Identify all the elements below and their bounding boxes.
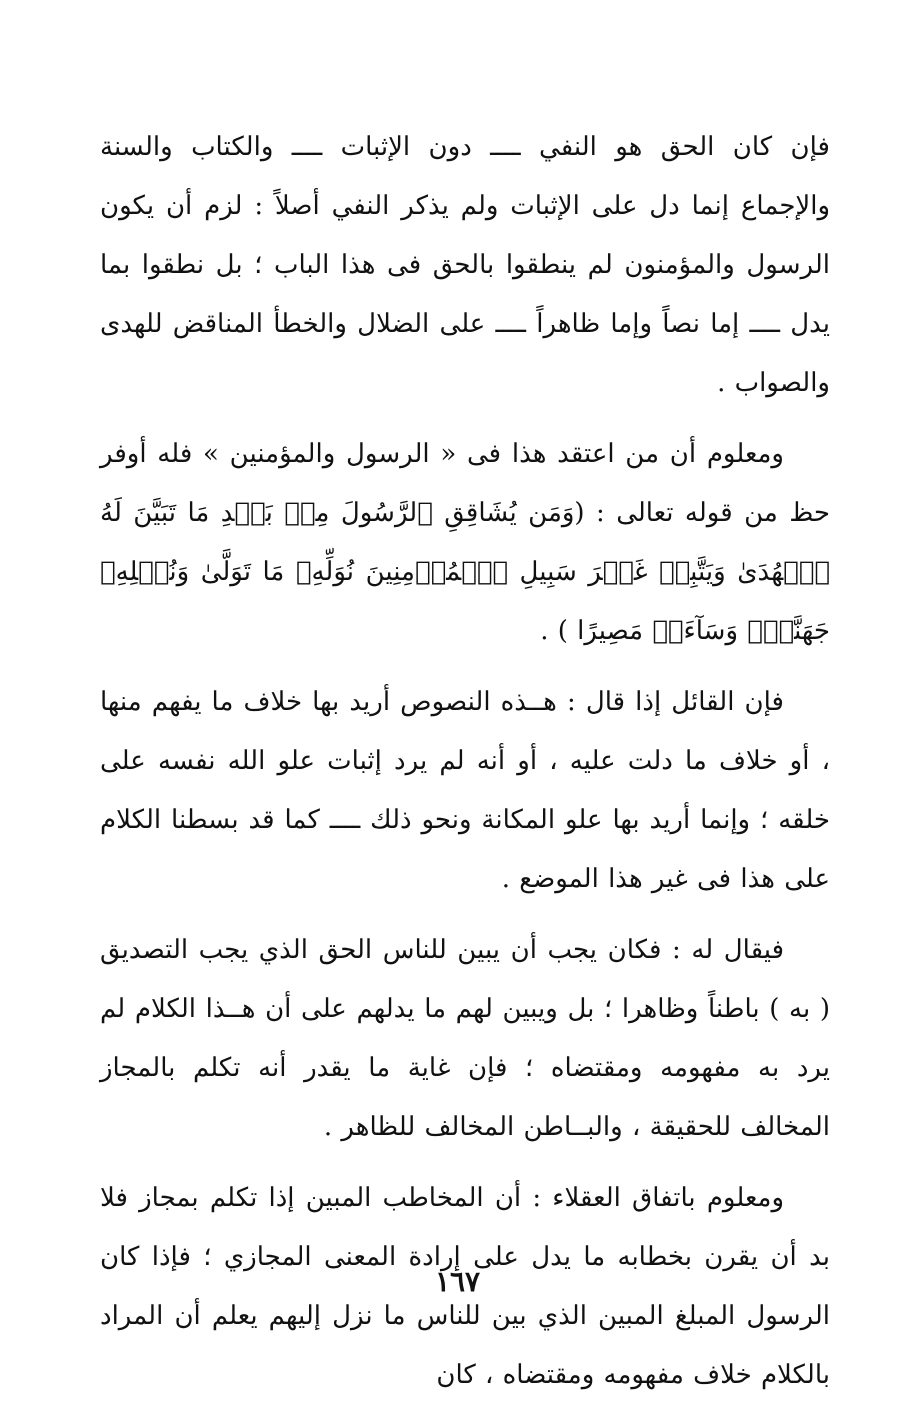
paragraph-2: ومعلوم أن من اعتقد هذا فى « الرسول والمؤمنين » فله أوفر حظ من قوله تعالى : (وَمَن يُشَاقِقِ ٱلرَّسُولَ مِنۢ بَعۡدِ مَا تَبَيَّنَ لَهُ ٱلۡهُدَىٰ وَيَتَّبِعۡ غَيۡرَ سَبِيلِ ٱلۡمُؤۡمِنِينَ نُوَلِّهِۦ مَا تَوَلَّىٰ وَنُصۡلِهِۦ جَهَنَّمَۖ وَسَآءَتۡ مَصِيرًا ) . <box>100 439 830 646</box>
page-number: ١٦٧ <box>434 1265 481 1298</box>
paragraph-1: فإن كان الحق هو النفي ــــ دون الإثبات ــــ والكتاب والسنة والإجماع إنما دل على الإثبات ولم يذكر النفي أصلاً : لزم أن يكون الرسول والمؤمنون لم ينطقوا بالحق فى هذا الباب ؛ بل نطقوا بما يدل ــــ إما نصاً وإما ظاهراً ــــ على الضلال والخطأ المناقض للهدى والصواب . <box>100 132 830 398</box>
paragraph-4: فيقال له : فكان يجب أن يبين للناس الحق الذي يجب التصديق ( به ) باطناً وظاهرا ؛ بل ويبين لهم ما يدلهم على أن هــذا الكلام لم يرد به مفهومه ومقتضاه ؛ فإن غاية ما يقدر أنه تكلم بالمجاز المخالف للحقيقة ، والبــاطن المخالف للظاهر . <box>100 935 830 1142</box>
paragraph-3: فإن القائل إذا قال : هــذه النصوص أريد بها خلاف ما يفهم منها ، أو خلاف ما دلت عليه ، أو أنه لم يرد إثبات علو الله نفسه على خلقه ؛ وإنما أريد بها علو المكانة ونحو ذلك ــــ كما قد بسطنا الكلام على هذا فى غير هذا الموضع . <box>100 687 830 894</box>
body-text <box>100 118 830 1405</box>
paragraph-5: ومعلوم باتفاق العقلاء : أن المخاطب المبين إذا تكلم بمجاز فلا بد أن يقرن بخطابه ما يدل على إرادة المعنى المجازي ؛ فإذا كان الرسول المبلغ المبين الذي بين للناس ما نزل إليهم يعلم أن المراد بالكلام خلاف مفهومه ومقتضاه ، كان <box>100 1183 830 1390</box>
